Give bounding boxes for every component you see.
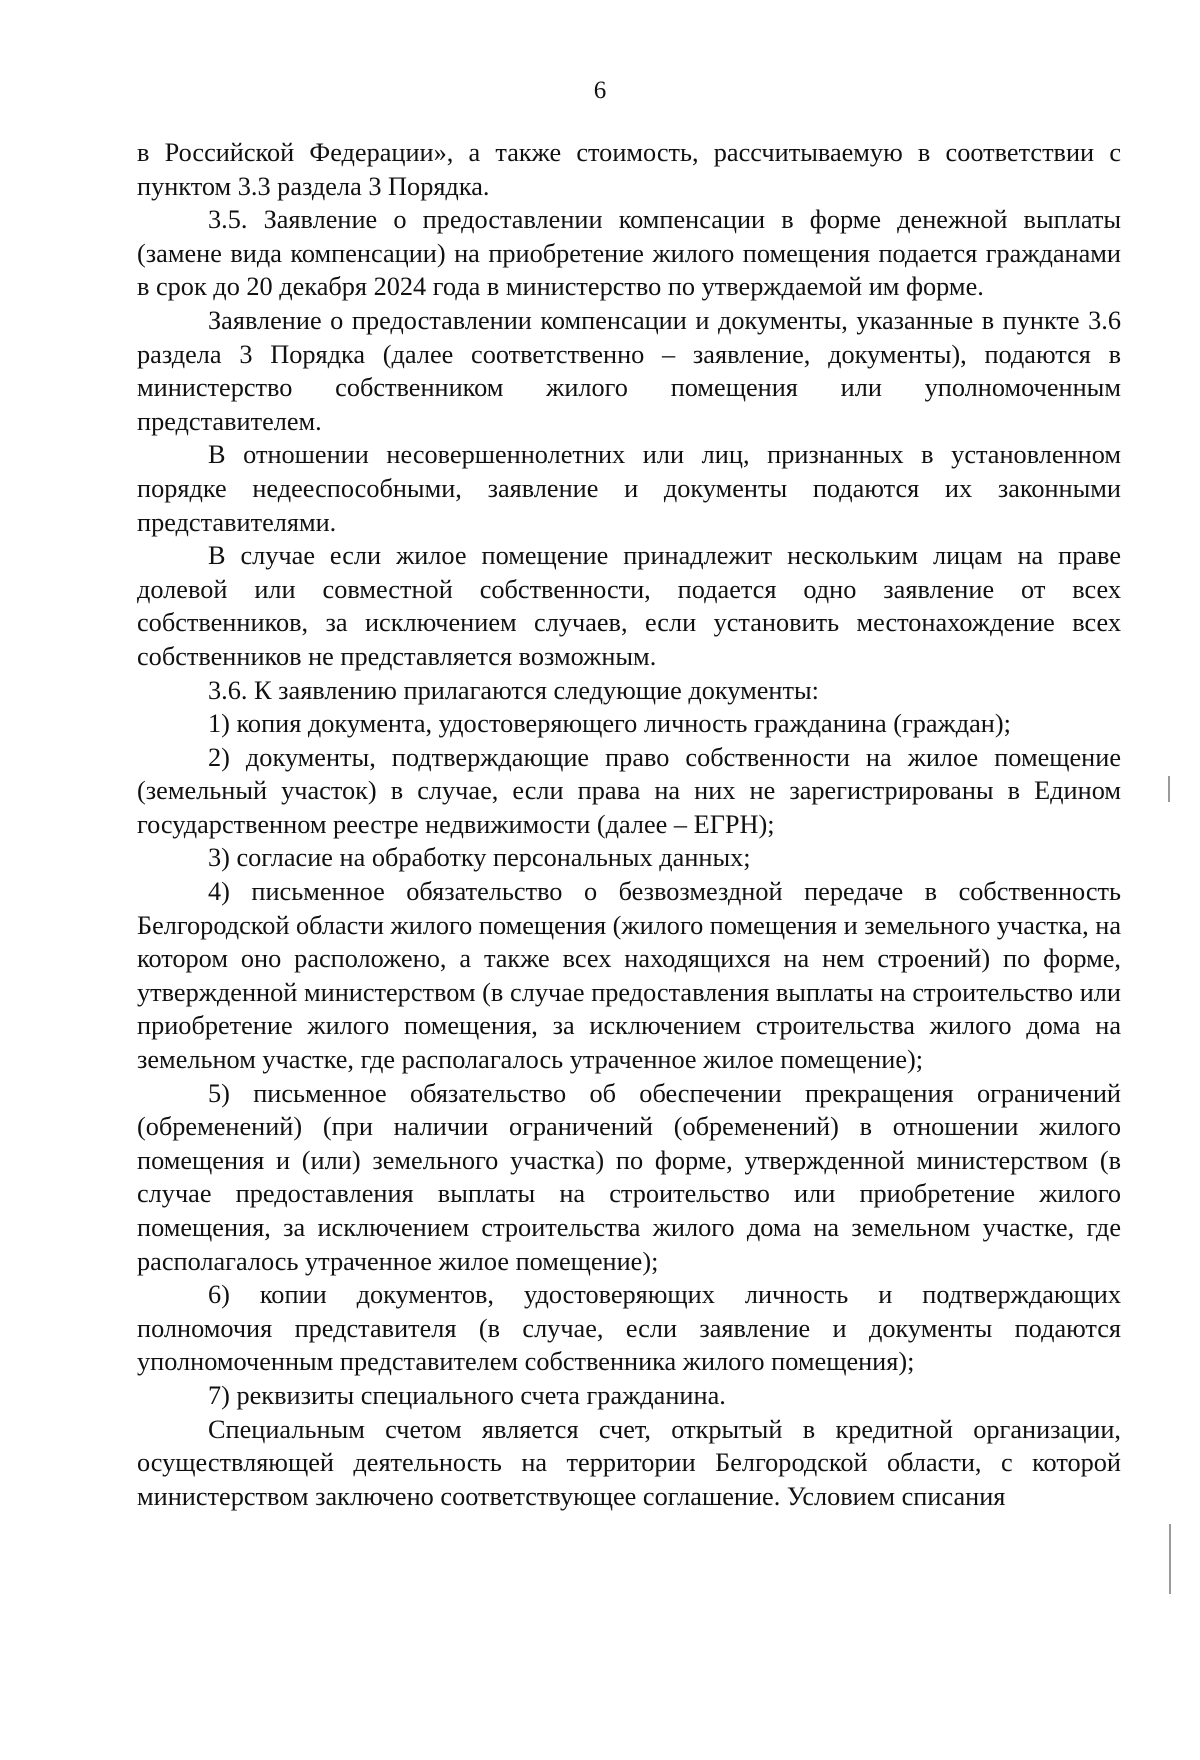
- paragraph-clause-3-6: 3.6. К заявлению прилагаются следующие документы:: [208, 675, 819, 705]
- paragraph-special-account: Специальным счетом является счет, открытый в кредитной организации, осуществляющей деятельность на территории Белгородской области, с которой министерством заключено соответствующее соглашение. Условием списания: [137, 1414, 1121, 1511]
- paragraph-minors-representatives: В отношении несовершеннолетних или лиц, признанных в установленном порядке недееспособными, заявление и документы подаются их законными представителями.: [137, 440, 1121, 537]
- paragraph-application-submission: Заявление о предоставлении компенсации и документы, указанные в пункте 3.6 раздела 3 Порядка (далее соответственно – заявление, документы), подаются в министерство собственником жилого помещения или уполномоченным представителем.: [137, 305, 1121, 436]
- paragraph-clause-3-5: 3.5. Заявление о предоставлении компенсации в форме денежной выплаты (замене вида компенсации) на приобретение жилого помещения подается гражданами в срок до 20 декабря 2024 года в министерство по утверждаемой им форме.: [137, 205, 1121, 302]
- list-item-3: 3) согласие на обработку персональных данных;: [208, 843, 751, 873]
- list-item-1: 1) копия документа, удостоверяющего личность гражданина (граждан);: [208, 709, 1011, 739]
- list-item-7: 7) реквизиты специального счета гражданина.: [208, 1380, 726, 1410]
- paragraph-shared-ownership: В случае если жилое помещение принадлежит нескольким лицам на праве долевой или совместной собственности, подается одно заявление от всех собственников, за исключением случаев, если установить местонахождение всех собственников не представляется возможным.: [137, 541, 1121, 671]
- list-item-2: 2) документы, подтверждающие право собственности на жилое помещение (земельный участок) в случае, если права на них не зарегистрированы в Едином государственном реестре недвижимости (далее – ЕГРН);: [137, 742, 1121, 839]
- paragraph-continuation: в Российской Федерации», а также стоимость, рассчитываемую в соответствии с пунктом 3.3 раздела 3 Порядка.: [137, 138, 1121, 201]
- list-item-4: 4) письменное обязательство о безвозмездной передаче в собственность Белгородской области жилого помещения (жилого помещения и земельного участка, на котором оно расположено, а также всех находящихся на нем строений) по форме, утвержденной министерством (в случае предоставления выплаты на строительство или приобретение жилого помещения, за исключением строительства жилого дома на земельном участке, где располагалось утраченное жилое помещение);: [137, 877, 1121, 1075]
- scan-edge-mark-top: [1168, 776, 1170, 802]
- list-item-5: 5) письменное обязательство об обеспечении прекращения ограничений (обременений) (при наличии ограничений (обременений) в отношении жилого помещения и (или) земельного участка) по форме, утвержденной министерством (в случае предоставления выплаты на строительство или приобретение жилого помещения, за исключением строительства жилого дома на земельном участке, где располагалось утраченное жилое помещение);: [137, 1078, 1121, 1276]
- scan-edge-mark-bottom: [1169, 1524, 1171, 1594]
- list-item-6: 6) копии документов, удостоверяющих личность и подтверждающих полномочия представителя (в случае, если заявление и документы подаются уполномоченным представителем собственника жилого помещения);: [137, 1280, 1121, 1377]
- document-body: [137, 136, 1121, 1513]
- page-number: 6: [593, 77, 607, 104]
